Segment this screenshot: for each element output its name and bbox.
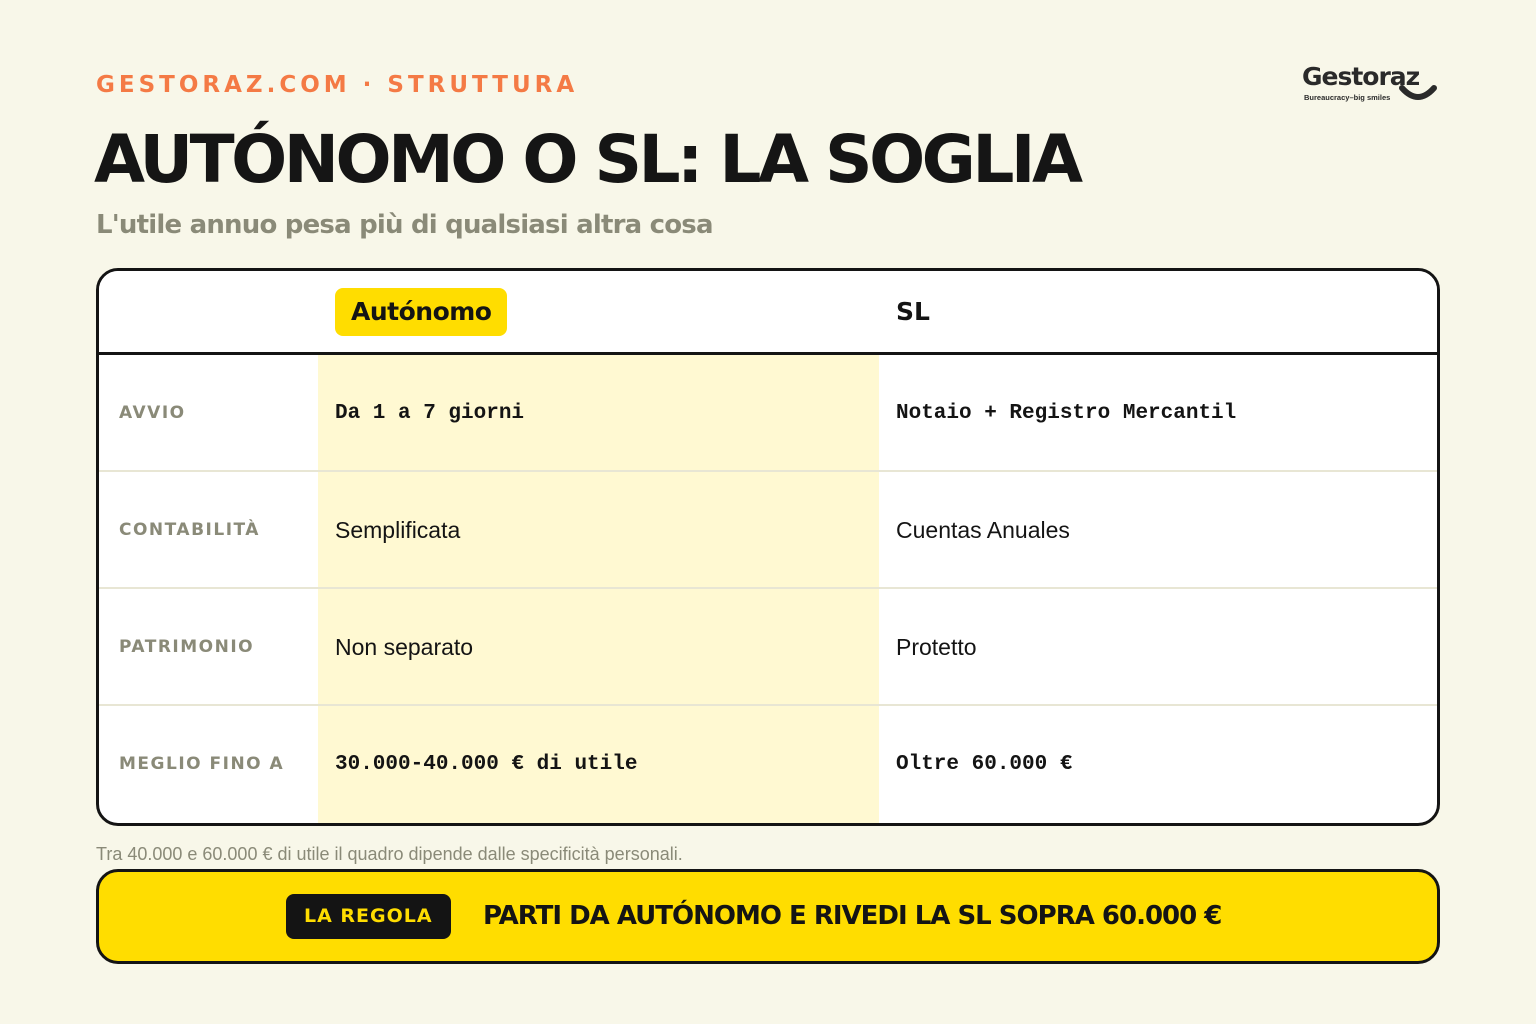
page-title: AUTÓNOMO O SL: LA SOGLIA — [94, 121, 1080, 198]
page-subtitle: L'utile annuo pesa più di qualsiasi altra cosa — [96, 210, 713, 240]
table-header-row — [99, 271, 1437, 355]
cell-sl: Oltre 60.000 € — [896, 753, 1073, 776]
cell-autonomo: 30.000-40.000 € di utile — [335, 753, 638, 776]
logo-wordmark: Gestoraz — [1302, 62, 1420, 91]
comparison-table — [96, 268, 1440, 826]
cell-sl: Protetto — [896, 634, 977, 660]
rule-text: PARTI DA AUTÓNOMO E RIVEDI LA SL SOPRA 60.000 € — [483, 901, 1222, 931]
cell-autonomo: Semplificata — [335, 517, 461, 543]
cell-sl: Cuentas Anuales — [896, 517, 1070, 543]
column-header-autonomo: Autónomo — [335, 288, 507, 336]
table-row — [99, 706, 1437, 823]
row-label: AVVIO — [119, 403, 186, 423]
table-row — [99, 355, 1437, 472]
row-label: MEGLIO FINO A — [119, 754, 285, 774]
row-label: CONTABILITÀ — [119, 520, 260, 540]
rule-banner — [96, 869, 1440, 964]
column-header-sl: SL — [896, 297, 930, 326]
cell-autonomo: Da 1 a 7 giorni — [335, 402, 525, 425]
smile-icon — [1398, 84, 1438, 104]
footnote: Tra 40.000 e 60.000 € di utile il quadro dipende dalle specificità personali. — [96, 844, 683, 864]
table-row — [99, 589, 1437, 706]
row-label: PATRIMONIO — [119, 637, 255, 657]
rule-badge: LA REGOLA — [286, 894, 451, 939]
gestoraz-logo — [1302, 62, 1444, 106]
cell-sl: Notaio + Registro Mercantil — [896, 402, 1237, 425]
cell-autonomo: Non separato — [335, 634, 474, 660]
logo-tagline: Bureaucracy–big smiles — [1304, 93, 1391, 102]
table-row — [99, 472, 1437, 589]
eyebrow-label: GESTORAZ.COM · STRUTTURA — [96, 72, 579, 98]
